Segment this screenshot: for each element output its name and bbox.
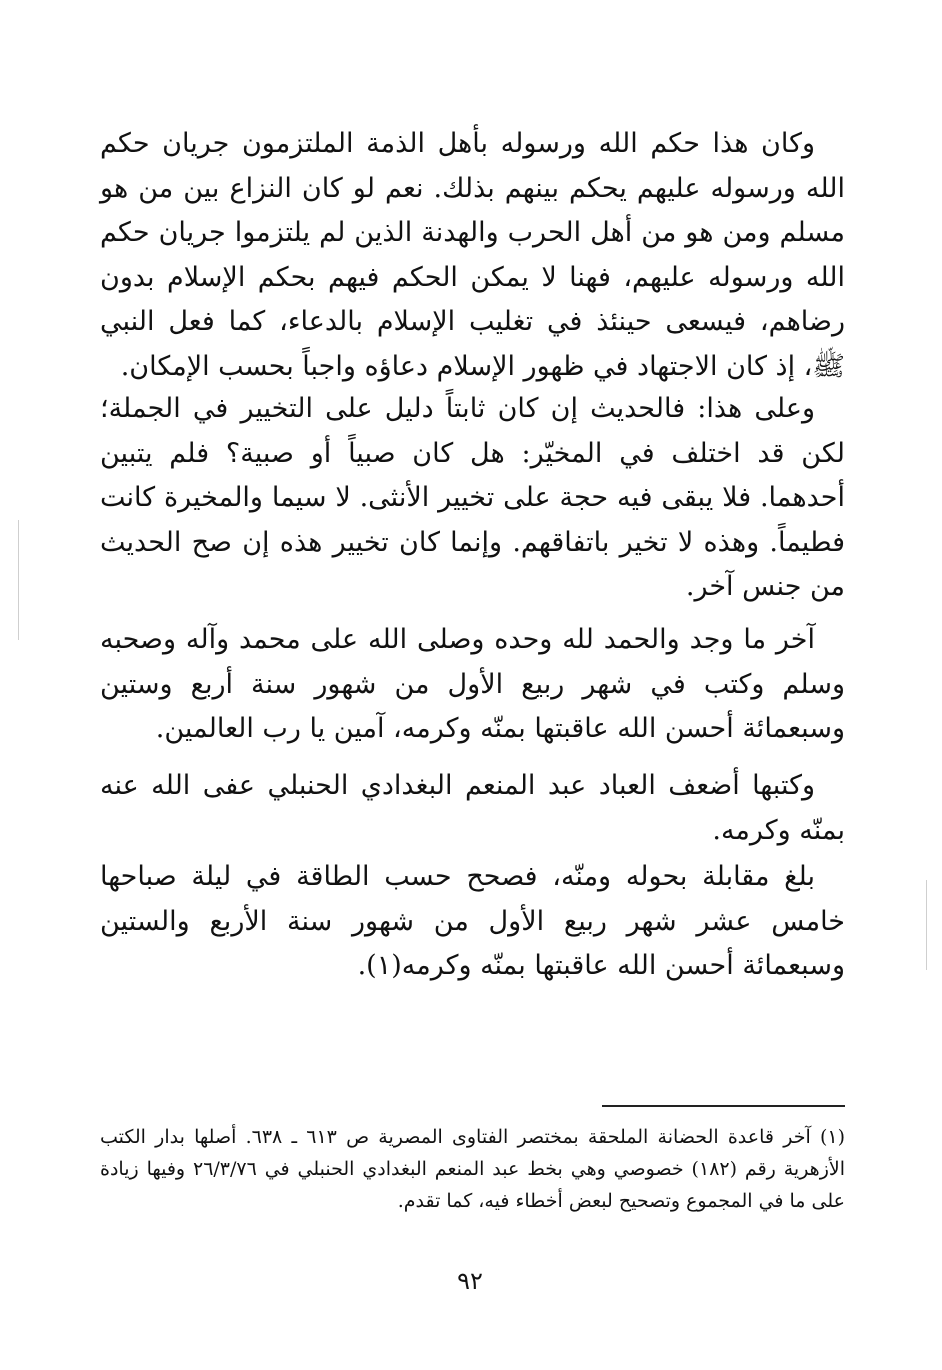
body-paragraph-1: وكان هذا حكم الله ورسوله بأهل الذمة الملتزمون جريان حكم الله ورسوله عليهم يحكم بينهم بذلك. نعم لو كان النزاع بين من هو مسلم ومن هو من أهل الحرب والهدنة الذين لم يلتزموا جريان حكم الله ورسوله عليهم، فهنا لا يمكن الحكم فيهم بحكم الإسلام بدون رضاهم، فيسعى حينئذ في تغليب الإسلام بالدعاء، كما فعل النبي ﷺ، إذ كان الاجتهاد في ظهور الإسلام دعاؤه واجباً بحسب الإمكان. <box>100 128 845 382</box>
page-number: ٩٢ <box>457 1267 483 1295</box>
scan-edge-mark-right <box>926 880 927 970</box>
body-paragraph-5: بلغ مقابلة بحوله ومنّه، فصحح حسب الطاقة في ليلة صباحها خامس عشر شهر ربيع الأول من شهور سنة الأربع والستين وسبعمائة أحسن الله عاقبتها بمنّه وكرمه(١). <box>100 861 845 981</box>
footnote-separator <box>602 1105 845 1107</box>
body-paragraph-2: وعلى هذا: فالحديث إن كان ثابتاً دليل على التخيير في الجملة؛ لكن قد اختلف في المخيّر: هل كان صبياً أو صبية؟ فلم يتبين أحدهما. فلا يبقى فيه حجة على تخيير الأنثى. لا سيما والمخيرة كانت فطيماً. وهذه لا تخير باتفاقهم. وإنما كان تخيير هذه إن صح الحديث من جنس آخر. <box>100 393 845 602</box>
body-paragraph-4: وكتبها أضعف العباد عبد المنعم البغدادي الحنبلي عفى الله عنه بمنّه وكرمه. <box>100 770 845 846</box>
scan-edge-mark-left <box>18 520 19 640</box>
footnote: (١) آخر قاعدة الحضانة الملحقة بمختصر الفتاوى المصرية ص ٦١٣ ـ ٦٣٨. أصلها بدار الكتب الأزهرية رقم (١٨٢) خصوصي وهي بخط عبد المنعم البغدادي الحنبلي في ٢٦/٣/٧٦ وفيها زيادة على ما في المجموع وتصحيح لبعض أخطاء فيه، كما تقدم. <box>100 1126 845 1212</box>
body-paragraph-3: آخر ما وجد والحمد لله وحده وصلى الله على محمد وآله وصحبه وسلم وكتب في شهر ربيع الأول من شهور سنة أربع وستين وسبعمائة أحسن الله عاقبتها بمنّه وكرمه، آمين يا رب العالمين. <box>100 624 845 744</box>
